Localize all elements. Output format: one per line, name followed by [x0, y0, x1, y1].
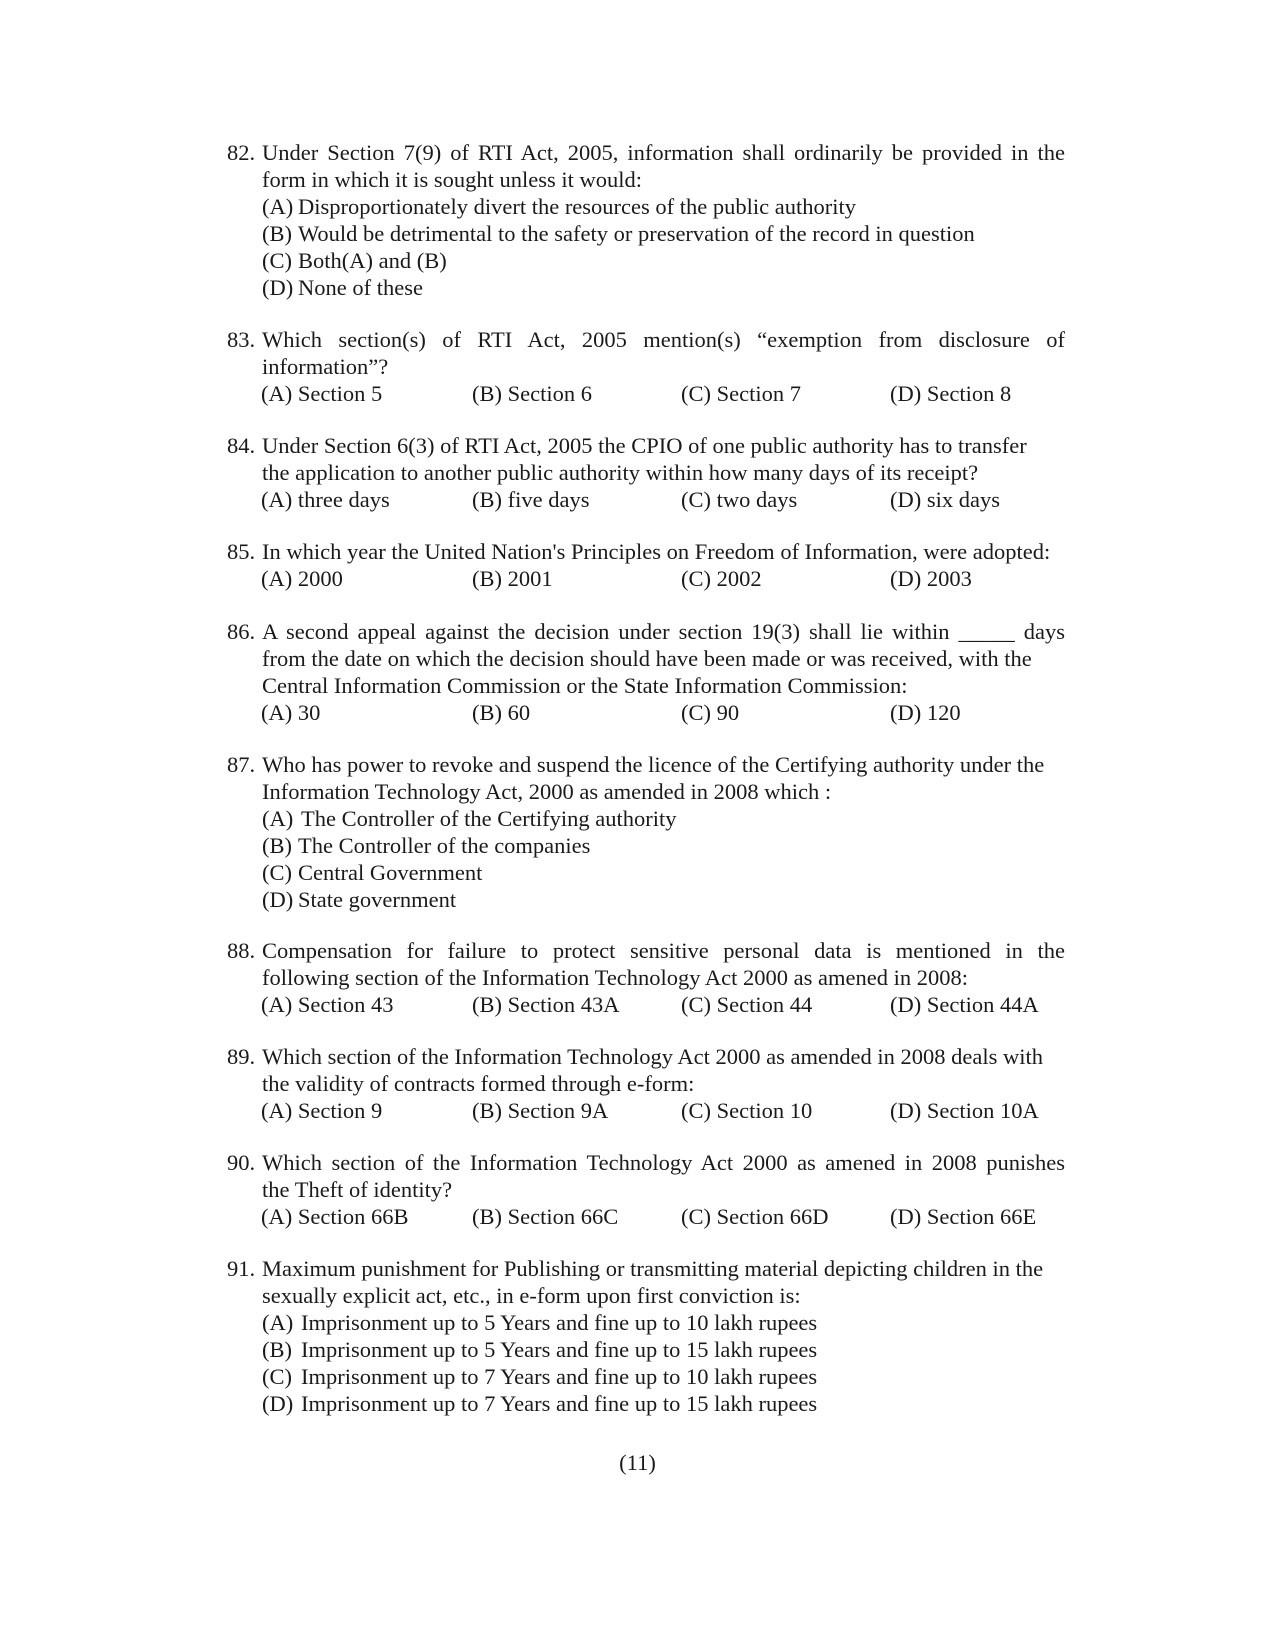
- option-c: (C) Section 10: [681, 1098, 813, 1123]
- question-text: Which section(s) of RTI Act, 2005 mention(s) “exemption from disclosure of: [262, 327, 1065, 352]
- question-line: [227, 1255, 1065, 1282]
- question-number: 82.: [227, 140, 256, 165]
- option-a: (A) Section 5: [261, 381, 383, 406]
- question-83: [227, 326, 1065, 407]
- question-line: [227, 964, 1065, 991]
- question-line: [227, 937, 1065, 964]
- question-text: the application to another public authority within how many days of its receipt?: [262, 460, 979, 485]
- options-row: [227, 991, 1065, 1018]
- option-row: [227, 274, 1065, 301]
- option-row: [227, 1390, 1065, 1417]
- option-c: (C) Section 44: [681, 992, 813, 1017]
- question-line: [227, 778, 1065, 805]
- question-91: [227, 1255, 1065, 1417]
- question-85: [227, 538, 1065, 592]
- question-87: [227, 751, 1065, 913]
- option-a: (A) Imprisonment up to 5 Years and fine up to 10 lakh rupees: [262, 1310, 818, 1335]
- question-line: [227, 432, 1065, 459]
- question-text: information”?: [262, 354, 389, 379]
- question-line: [227, 645, 1065, 672]
- option-d: (D) State government: [262, 887, 457, 912]
- question-line: [227, 326, 1065, 353]
- option-a: (A) Section 43: [261, 992, 394, 1017]
- question-line: [227, 1043, 1065, 1070]
- question-line: [227, 1176, 1065, 1203]
- option-c: (C) 2002: [681, 566, 762, 591]
- question-84: [227, 432, 1065, 513]
- option-b: (B) Would be detrimental to the safety or preservation of the record in question: [262, 221, 975, 246]
- option-row: [227, 1309, 1065, 1336]
- option-row: [227, 1363, 1065, 1390]
- option-b: (B) The Controller of the companies: [262, 833, 591, 858]
- question-text: Which section of the Information Technology Act 2000 as amended in 2008 deals with: [262, 1044, 1043, 1069]
- option-c: (C) Section 7: [681, 381, 801, 406]
- question-text: In which year the United Nation's Principles on Freedom of Information, were adopted:: [262, 539, 1051, 564]
- question-line: [227, 538, 1065, 565]
- option-a: (A) Section 66B: [261, 1204, 409, 1229]
- option-d: (D) Imprisonment up to 7 Years and fine up to 15 lakh rupees: [262, 1391, 818, 1416]
- option-row: [227, 805, 1065, 832]
- question-text: Compensation for failure to protect sensitive personal data is mentioned in the: [262, 938, 1065, 963]
- question-text: the validity of contracts formed through e-form:: [262, 1071, 695, 1096]
- question-line: [227, 1282, 1065, 1309]
- option-d: (D) Section 66E: [890, 1204, 1037, 1229]
- option-b: (B) Section 6: [472, 381, 592, 406]
- option-row: [227, 220, 1065, 247]
- option-c: (C) Section 66D: [681, 1204, 829, 1229]
- question-number: 84.: [227, 433, 256, 458]
- option-c: (C) Central Government: [262, 860, 483, 885]
- question-90: [227, 1149, 1065, 1230]
- option-d: (D) Section 44A: [890, 992, 1039, 1017]
- question-line: [227, 166, 1065, 193]
- question-text: Under Section 6(3) of RTI Act, 2005 the CPIO of one public authority has to transfer: [262, 433, 1027, 458]
- options-row: [227, 486, 1065, 513]
- option-a: (A) 2000: [261, 566, 343, 591]
- question-line: [227, 459, 1065, 486]
- question-text: the Theft of identity?: [262, 1177, 453, 1202]
- question-text: Central Information Commission or the State Information Commission:: [262, 673, 908, 698]
- options-row: [227, 1203, 1065, 1230]
- question-89: [227, 1043, 1065, 1124]
- question-number: 87.: [227, 752, 256, 777]
- option-d: (D) None of these: [262, 275, 423, 300]
- question-number: 85.: [227, 539, 256, 564]
- option-b: (B) Section 9A: [472, 1098, 609, 1123]
- question-text: sexually explicit act, etc., in e-form upon first conviction is:: [262, 1283, 801, 1308]
- options-row: [227, 565, 1065, 592]
- question-text: A second appeal against the decision under section 19(3) shall lie within _____ days: [262, 619, 1065, 644]
- question-86: [227, 618, 1065, 726]
- question-text: Which section of the Information Technology Act 2000 as amened in 2008 punishes: [262, 1150, 1065, 1175]
- option-row: [227, 193, 1065, 220]
- option-a: (A) The Controller of the Certifying authority: [262, 806, 677, 831]
- question-88: [227, 937, 1065, 1018]
- option-d: (D) 120: [890, 700, 961, 725]
- question-number: 86.: [227, 619, 256, 644]
- question-line: [227, 139, 1065, 166]
- question-line: [227, 618, 1065, 645]
- question-number: 90.: [227, 1150, 256, 1175]
- question-text: Information Technology Act, 2000 as amended in 2008 which :: [262, 779, 832, 804]
- option-b: (B) Section 43A: [472, 992, 620, 1017]
- question-line: [227, 751, 1065, 778]
- option-d: (D) Section 10A: [890, 1098, 1039, 1123]
- question-number: 83.: [227, 327, 256, 352]
- option-row: [227, 859, 1065, 886]
- option-row: [227, 886, 1065, 913]
- question-82: [227, 139, 1065, 301]
- option-a: (A) Section 9: [261, 1098, 383, 1123]
- question-line: [227, 1070, 1065, 1097]
- option-c: (C) two days: [681, 487, 798, 512]
- question-text: form in which it is sought unless it would:: [262, 167, 642, 192]
- option-c: (C) Imprisonment up to 7 Years and fine up to 10 lakh rupees: [262, 1364, 818, 1389]
- option-b: (B) 2001: [472, 566, 553, 591]
- option-b: (B) Imprisonment up to 5 Years and fine up to 15 lakh rupees: [262, 1337, 818, 1362]
- option-a: (A) three days: [261, 487, 390, 512]
- question-line: [227, 672, 1065, 699]
- options-row: [227, 699, 1065, 726]
- option-row: [227, 247, 1065, 274]
- question-line: [227, 353, 1065, 380]
- question-number: 91.: [227, 1256, 256, 1281]
- options-row: [227, 1097, 1065, 1124]
- question-text: Who has power to revoke and suspend the licence of the Certifying authority under the: [262, 752, 1045, 777]
- option-d: (D) six days: [890, 487, 1000, 512]
- option-b: (B) 60: [472, 700, 531, 725]
- option-a: (A) Disproportionately divert the resources of the public authority: [262, 194, 856, 219]
- option-a: (A) 30: [261, 700, 321, 725]
- option-b: (B) five days: [472, 487, 590, 512]
- question-text: Under Section 7(9) of RTI Act, 2005, information shall ordinarily be provided in the: [262, 140, 1065, 165]
- page-number: (11): [619, 1450, 656, 1475]
- option-b: (B) Section 66C: [472, 1204, 619, 1229]
- option-d: (D) Section 8: [890, 381, 1012, 406]
- option-row: [227, 832, 1065, 859]
- option-d: (D) 2003: [890, 566, 972, 591]
- question-text: from the date on which the decision should have been made or was received, with the: [262, 646, 1032, 671]
- question-number: 88.: [227, 938, 256, 963]
- options-row: [227, 380, 1065, 407]
- question-line: [227, 1149, 1065, 1176]
- option-c: (C) Both(A) and (B): [262, 248, 447, 273]
- option-c: (C) 90: [681, 700, 740, 725]
- option-row: [227, 1336, 1065, 1363]
- question-text: Maximum punishment for Publishing or transmitting material depicting children in the: [262, 1256, 1044, 1281]
- question-text: following section of the Information Technology Act 2000 as amened in 2008:: [262, 965, 968, 990]
- question-number: 89.: [227, 1044, 256, 1069]
